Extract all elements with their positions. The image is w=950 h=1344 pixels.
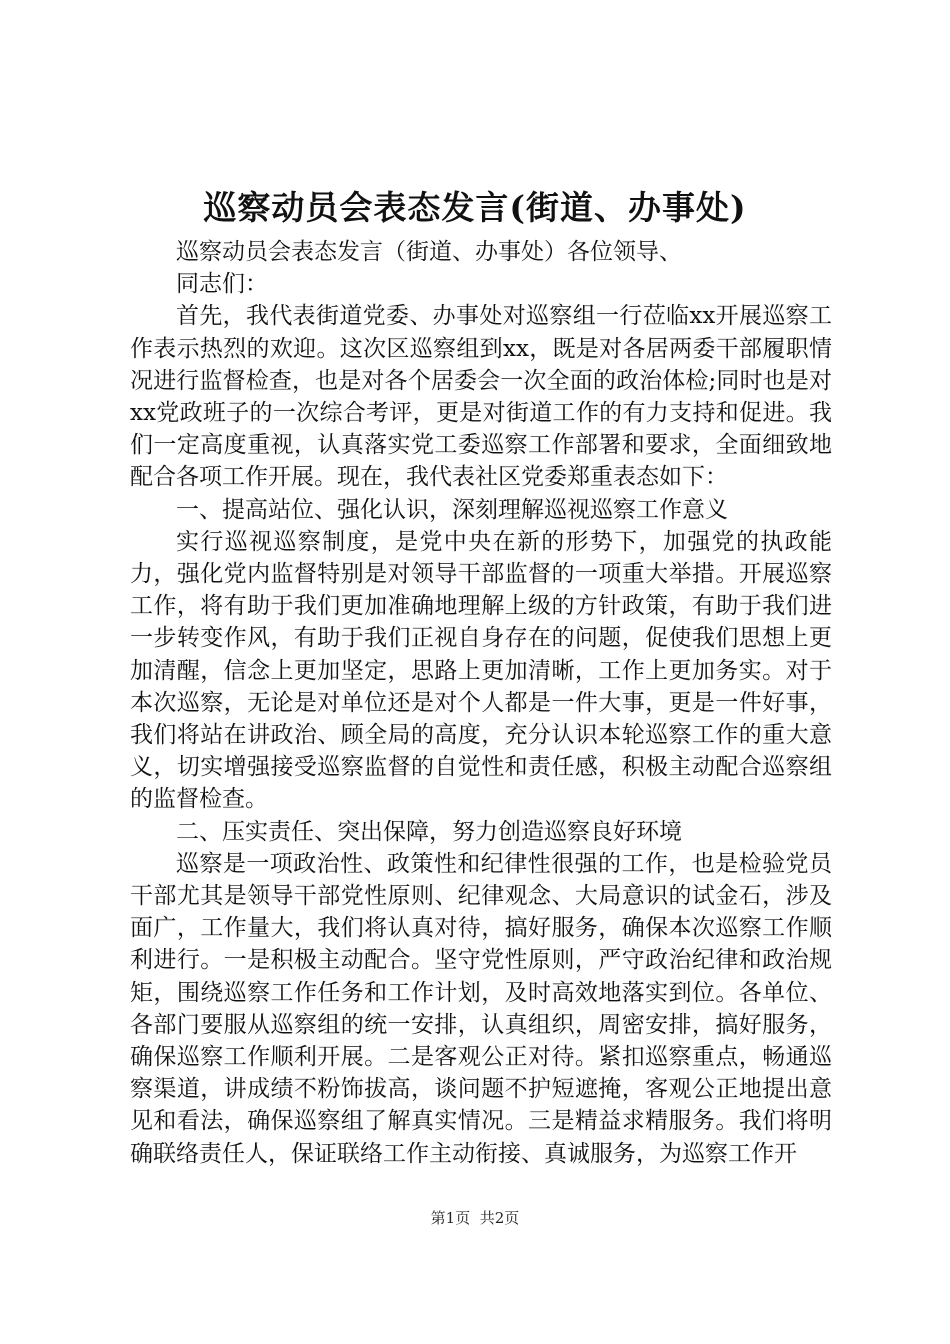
paragraph-section-1: 实行巡视巡察制度，是党中央在新的形势下，加强党的执政能力，强化党内监督特别是对领导干部监督的一项重大举措。开展巡察工作，将有助于我们更加准确地理解上级的方针政策，有助于我们进一步转变作风，有助于我们正视自身存在的问题，促使我们思想上更加清醒，信念上更加坚定，思路上更加清晰，工作上更加务实。对于本次巡察，无论是对单位还是对个人都是一件大事，更是一件好事，我们将站在讲政治、顾全局的高度，充分认识本轮巡察工作的重大意义，切实增强接受巡察监督的自觉性和责任感，积极主动配合巡察组的监督检查。	[130, 528, 832, 813]
paragraph-intro: 首先，我代表街道党委、办事处对巡察组一行莅临xx开展巡察工作表示热烈的欢迎。这次区巡察组到xx，既是对各居两委干部履职情况进行监督检查，也是对各个居委会一次全面的政治体检;同时也是对xx党政班子的一次综合考评，更是对街道工作的有力支持和促进。我们一定高度重视，认真落实党工委巡察工作部署和要求，全面细致地配合各项工作开展。现在，我代表社区党委郑重表态如下：	[130, 303, 832, 491]
paragraph-salutation: 巡察动员会表态发言（街道、办事处）各位领导、	[176, 239, 682, 265]
paragraph-greeting: 同志们：	[176, 271, 268, 298]
section-heading-2: 二、压实责任、突出保障，努力创造巡察良好环境	[176, 818, 682, 845]
page-footer	[0, 1208, 950, 1228]
document-title: 巡察动员会表态发言(街道、办事处)	[203, 188, 747, 227]
section-heading-1: 一、提高站位、强化认识，深刻理解巡视巡察工作意义	[176, 496, 728, 523]
paragraph-section-2: 巡察是一项政治性、政策性和纪律性很强的工作，也是检验党员干部尤其是领导干部党性原则、纪律观念、大局意识的试金石，涉及面广，工作量大，我们将认真对待，搞好服务，确保本次巡察工作顺利进行。一是积极主动配合。坚守党性原则，严守政治纪律和政治规矩，围绕巡察工作任务和工作计划，及时高效地落实到位。各单位、各部门要服从巡察组的统一安排，认真组织，周密安排，搞好服务，确保巡察工作顺利开展。二是客观公正对待。紧扣巡察重点，畅通巡察渠道，讲成绩不粉饰拔高，谈问题不护短遮掩，客观公正地提出意见和看法，确保巡察组了解真实情况。三是精益求精服务。我们将明确联络责任人，保证联络工作主动衔接、真诚服务，为巡察工作开	[130, 850, 832, 1167]
page-total: 共2页	[479, 1209, 520, 1227]
page-number: 第1页	[430, 1209, 471, 1227]
document-body	[130, 236, 832, 1170]
